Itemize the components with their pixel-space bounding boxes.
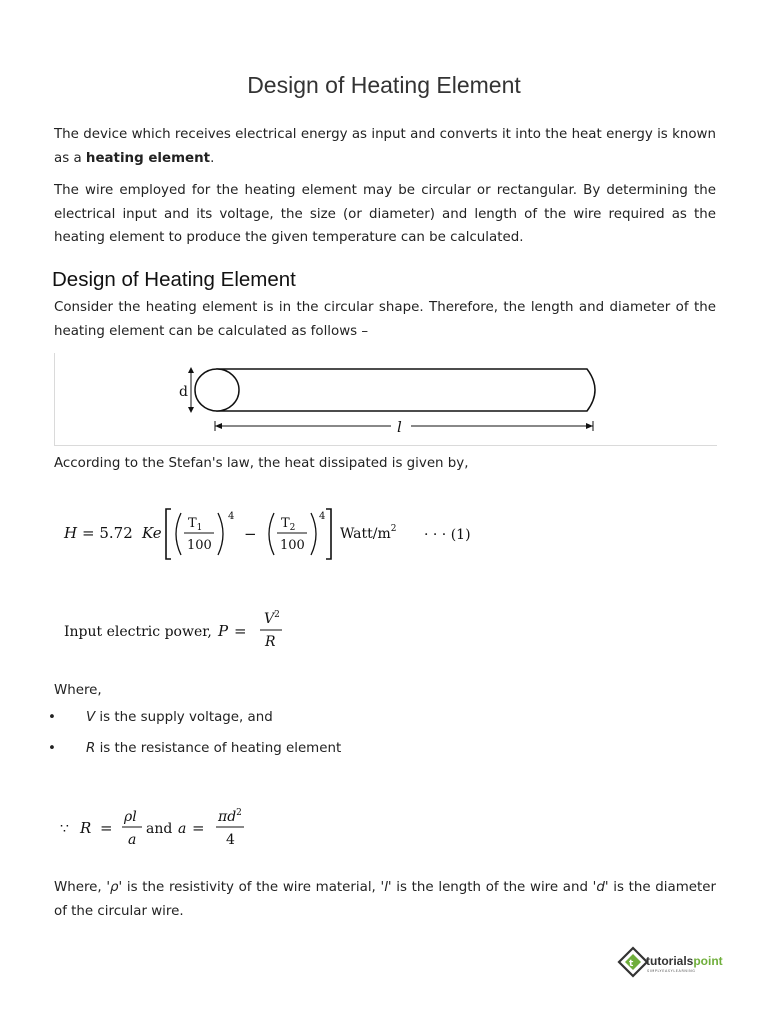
eq1-coefficient: = 5.72 [82,524,133,542]
eq3-a: a [178,821,187,837]
eq1-paren-open-2 [269,513,274,555]
bullet-dot: • [48,710,56,725]
eq3-denominator-1: a [128,832,137,848]
eq1-lhs: H [64,524,78,542]
eq1-exp-1: 4 [228,511,235,522]
eq3-equals-2: = [192,819,205,837]
logo-wordmark: tutorialspoint [646,954,723,968]
intro-end: . [210,150,215,166]
length-arrow-right [586,423,593,429]
eq3-numerator-1: ρl [124,809,137,825]
logo-tagline: SIMPLYEASYLEARNING [647,969,696,973]
page-title: Design of Heating Element [247,72,521,98]
eq3-equals-1: = [100,819,113,837]
eq1-number: · · · (1) [424,527,471,543]
eq1-t1: $T_1$ [188,516,203,533]
section-heading: Design of Heating Element [52,268,296,291]
eq1-bracket-left [166,509,171,559]
eq1-paren-close-2 [311,513,316,555]
eq3-denominator-2: 4 [226,832,235,848]
heating-element-figure [54,353,717,446]
cylinder-body [217,369,595,411]
tutorialspoint-logo [616,945,736,985]
diameter-label: d [179,384,188,400]
length-arrow-left [215,423,222,429]
eq3-numerator-2: $\pi d^2$ [218,808,242,825]
diameter-arrow-top [188,367,194,373]
svg-text:t: t [629,959,634,969]
eq1-den-2: 100 [280,538,305,553]
eq2-label: Input electric power, [64,624,212,640]
logo-graphic [616,945,736,985]
intro-paragraph [54,123,716,170]
eq1-bracket-right [326,509,331,559]
wire-paragraph: The wire employed for the heating element may be circular or rectangular. By determining the electrical input and its voltage, the size (or diameter) and length of the wire required as the heating element to produce the given temperature can be calculated. [54,183,716,245]
eq1-t2: $T_2$ [281,516,296,533]
cylinder-end [195,369,239,411]
eq1-paren-open-1 [176,513,181,555]
eq1-unit: Watt/$m^2$ [340,524,397,542]
section-paragraph: Consider the heating element is in the circular shape. Therefore, the length and diameter of the heating element can be calculated as follows – [54,300,716,339]
eq1-minus: − [244,525,257,543]
eq2-equals: = [234,622,247,640]
eq3-and: and [146,821,173,837]
eq1-exp-2: 4 [319,511,326,522]
stefan-paragraph: According to the Stefan's law, the heat dissipated is given by, [54,456,469,471]
cylinder-diagram [55,353,717,445]
where-final-paragraph: Where, 'ρ' is the resistivity of the wire material, 'l' is the length of the wire and 'd' is the diameter of the circular wire. [54,880,717,919]
eq2-denominator: R [265,634,276,650]
length-label: l [397,418,402,436]
heating-element-term: heating element [85,150,211,166]
eq1-paren-close-1 [218,513,223,555]
eq3-lhs: R [80,819,92,837]
intro-text: The device which receives electrical energy as input and converts it into the heat energy is known as a [54,127,716,166]
bullet-text: V is the supply voltage, and [86,710,273,725]
where-label: Where, [54,683,102,698]
bullet-text: R is the resistance of heating element [86,741,342,756]
stefan-equation [60,505,480,563]
diameter-arrow-bottom [188,407,194,413]
eq1-ke: Ke [142,524,162,542]
resistance-equation [56,804,266,852]
eq2-lhs: P [218,622,229,640]
bullet-dot: • [48,741,56,756]
eq3-because: ∵ [60,821,69,837]
eq1-den-1: 100 [187,538,212,553]
eq2-numerator: $V^2$ [264,610,280,627]
power-equation [60,606,320,654]
